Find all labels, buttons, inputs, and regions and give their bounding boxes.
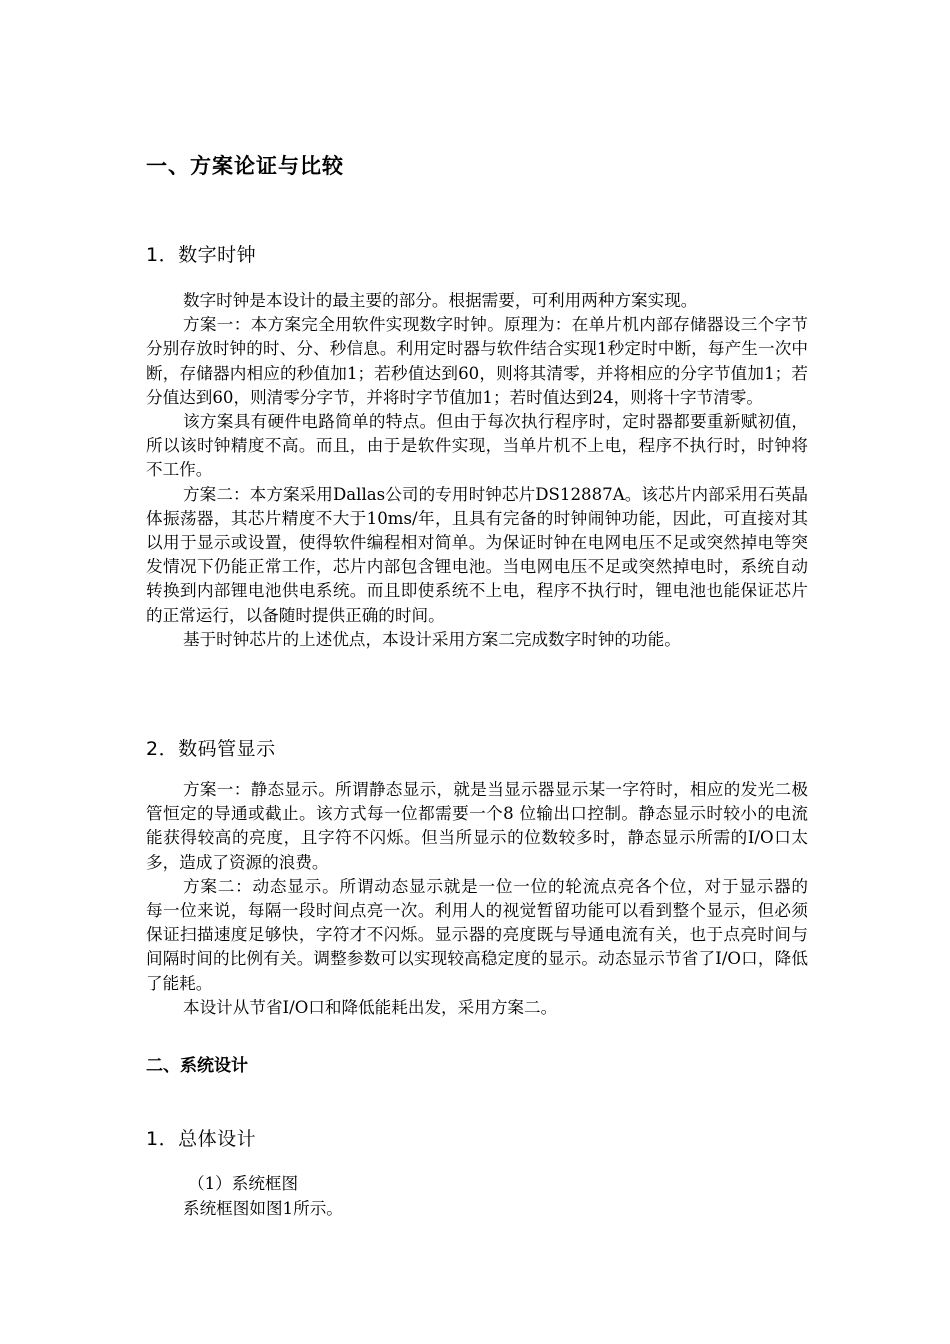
paragraph: 方案二：动态显示。所谓动态显示就是一位一位的轮流点亮各个位，对于显示器的 每一位来说，每隔一段时间点亮一次。利用人的视觉暂留功能可以看到整个显示，但必须保证扫描速度足够快，字符才不闪烁。显示器的亮度既与导通电流有关，也于点亮时间与间隔时间的比例有关。调整参数可以实现较高稳定度的显示。动态显示节省了I/O口，降低了能耗。 bbox=[146, 876, 842, 993]
subsection-heading-led-display: 2．数码管显示 bbox=[146, 738, 276, 760]
led-display-body bbox=[146, 778, 842, 1020]
paragraph: 方案一：本方案完全用软件实现数字时钟。原理为：在单片机内部存储器设三个字节分别存放时钟的时、分、秒信息。利用定时器与软件结合实现1秒定时中断，每产生一次中断，存储器内相应的秒值加1；若秒值达到60，则将其清零，并将相应的分字节值加1；若分值达到60，则清零分字节，并将时字节值加1；若时值达到24，则将十字节清零。 bbox=[146, 315, 808, 407]
paragraph: 系统框图如图1所示。 bbox=[183, 1199, 343, 1218]
paragraph: 本设计从节省I/O口和降低能耗出发，采用方案二。 bbox=[183, 997, 558, 1017]
section-heading-2: 二、系统设计 bbox=[146, 1056, 248, 1076]
subsection-heading-overall-design: 1．总体设计 bbox=[146, 1128, 257, 1150]
subsection-heading-digital-clock: 1．数字时钟 bbox=[146, 244, 257, 266]
paragraph: 该方案具有硬件电路简单的特点。但由于每次执行程序时，定时器都要重新赋初值，所以该时钟精度不高。而且，由于是软件实现，当单片机不上电，程序不执行时，时钟将不工作。 bbox=[146, 412, 808, 480]
paragraph: 方案一：静态显示。所谓静态显示，就是当显示器显示某一字符时，相应的发光二极管恒定的导通或截止。该方式每一位都需要一个8 位输出口控制。静态显示时较小的电流能获得较高的亮度，且字符不闪烁。但当所显示的位数较多时，静态显示所需的I/O口太多，造成了资源的浪费。 bbox=[146, 780, 808, 872]
section-heading-1: 一、方案论证与比较 bbox=[146, 154, 344, 178]
paragraph: 方案二：本方案采用Dallas公司的专用时钟芯片DS12887A。该芯片内部采用石英晶体振荡器，其芯片精度不大于10ms/年，且具有完备的时钟闹钟功能，因此，可直接对其以用于显示或设置，使得软件编程相对简单。为保证时钟在电网电压不足或突然掉电等突发情况下仍能正常工作，芯片内部包含锂电池。当电网电压不足或突然掉电时，系统自动转换到内部锂电池供电系统。而且即使系统不上电，程序不执行时，锂电池也能保证芯片的正常运行，以备随时提供正确的时间。 bbox=[146, 484, 808, 625]
digital-clock-body bbox=[146, 289, 808, 652]
paragraph: 数字时钟是本设计的最主要的部分。根据需要，可利用两种方案实现。 bbox=[183, 291, 698, 310]
subsection-item: （1）系统框图 bbox=[188, 1174, 299, 1193]
paragraph: 基于时钟芯片的上述优点，本设计采用方案二完成数字时钟的功能。 bbox=[183, 629, 681, 649]
